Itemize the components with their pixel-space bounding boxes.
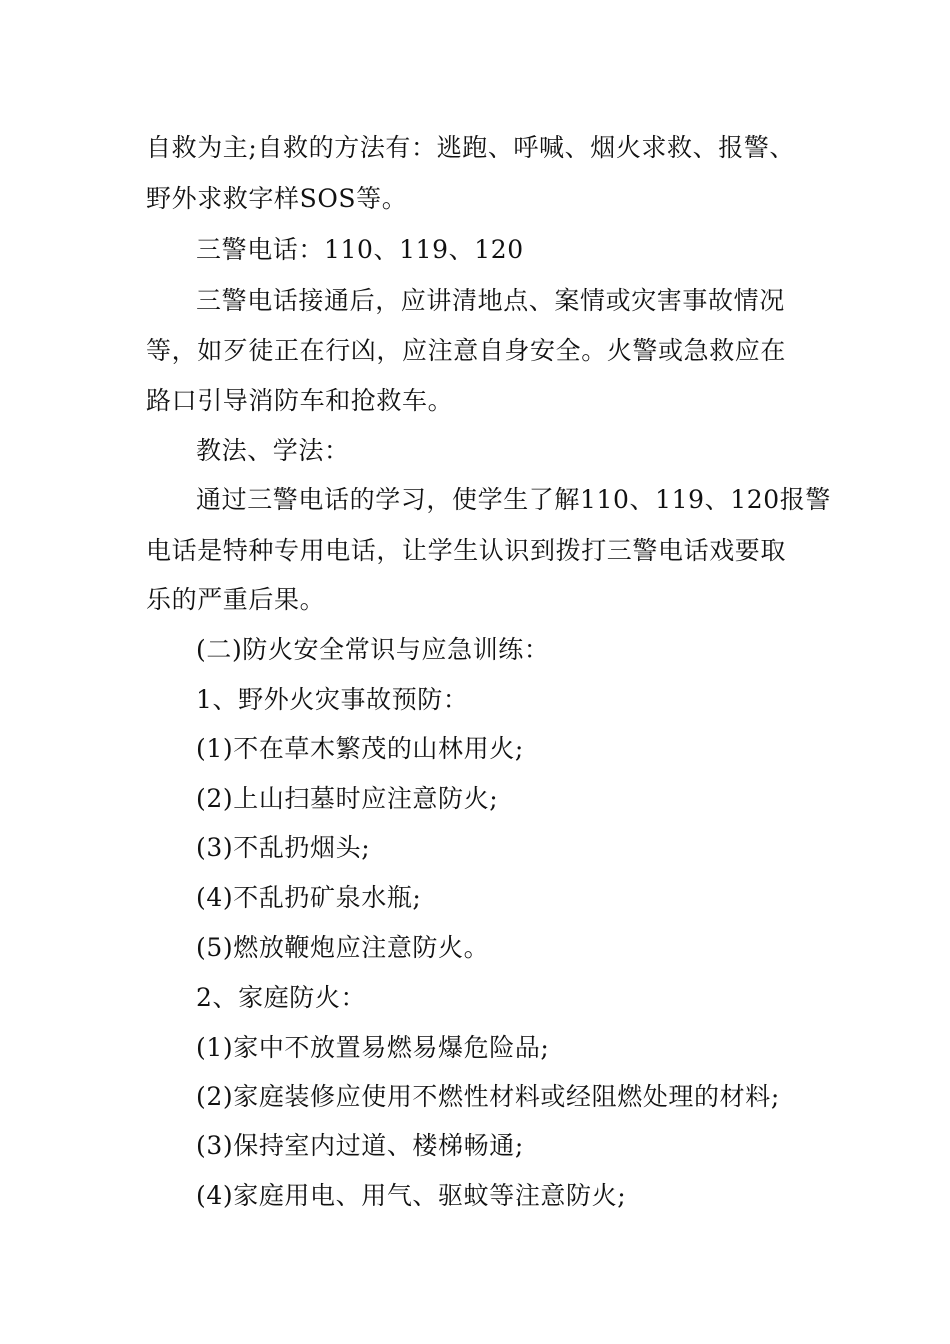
text-line: 三警电话接通后，应讲清地点、案情或灾害事故情况 <box>196 286 785 315</box>
text-line: 路口引导消防车和抢救车。 <box>146 386 454 415</box>
text-line: (3)不乱扔烟头; <box>196 833 371 862</box>
text-line: (2)家庭装修应使用不燃性材料或经阻燃处理的材料; <box>196 1082 780 1111</box>
text-line: (5)燃放鞭炮应注意防火。 <box>196 933 490 962</box>
text-line: 野外求救字样SOS等。 <box>146 184 408 213</box>
text-line: (4)不乱扔矿泉水瓶; <box>196 883 422 912</box>
text-line: (2)上山扫墓时应注意防火; <box>196 784 499 813</box>
text-line: (1)不在草木繁茂的山林用火; <box>196 734 524 763</box>
text-line: 教法、学法： <box>196 436 350 465</box>
text-line: (3)保持室内过道、楼梯畅通; <box>196 1131 524 1160</box>
text-line: 等，如歹徒正在行凶，应注意自身安全。火警或急救应在 <box>146 336 787 365</box>
text-line: 2、家庭防火： <box>196 983 367 1012</box>
text-line: 自救为主;自救的方法有：逃跑、呼喊、烟火求救、报警、 <box>146 133 796 162</box>
text-line: (二)防火安全常识与应急训练： <box>196 635 550 664</box>
text-line: 电话是特种专用电话，让学生认识到拨打三警电话戏要取 <box>146 536 787 565</box>
text-line: (1)家中不放置易燃易爆危险品; <box>196 1033 550 1062</box>
text-line: (4)家庭用电、用气、驱蚊等注意防火; <box>196 1181 627 1210</box>
text-line: 三警电话：110、119、120 <box>196 235 524 264</box>
text-line: 1、野外火灾事故预防： <box>196 685 469 714</box>
text-line: 通过三警电话的学习，使学生了解110、119、120报警 <box>196 485 831 514</box>
text-line: 乐的严重后果。 <box>146 585 326 614</box>
